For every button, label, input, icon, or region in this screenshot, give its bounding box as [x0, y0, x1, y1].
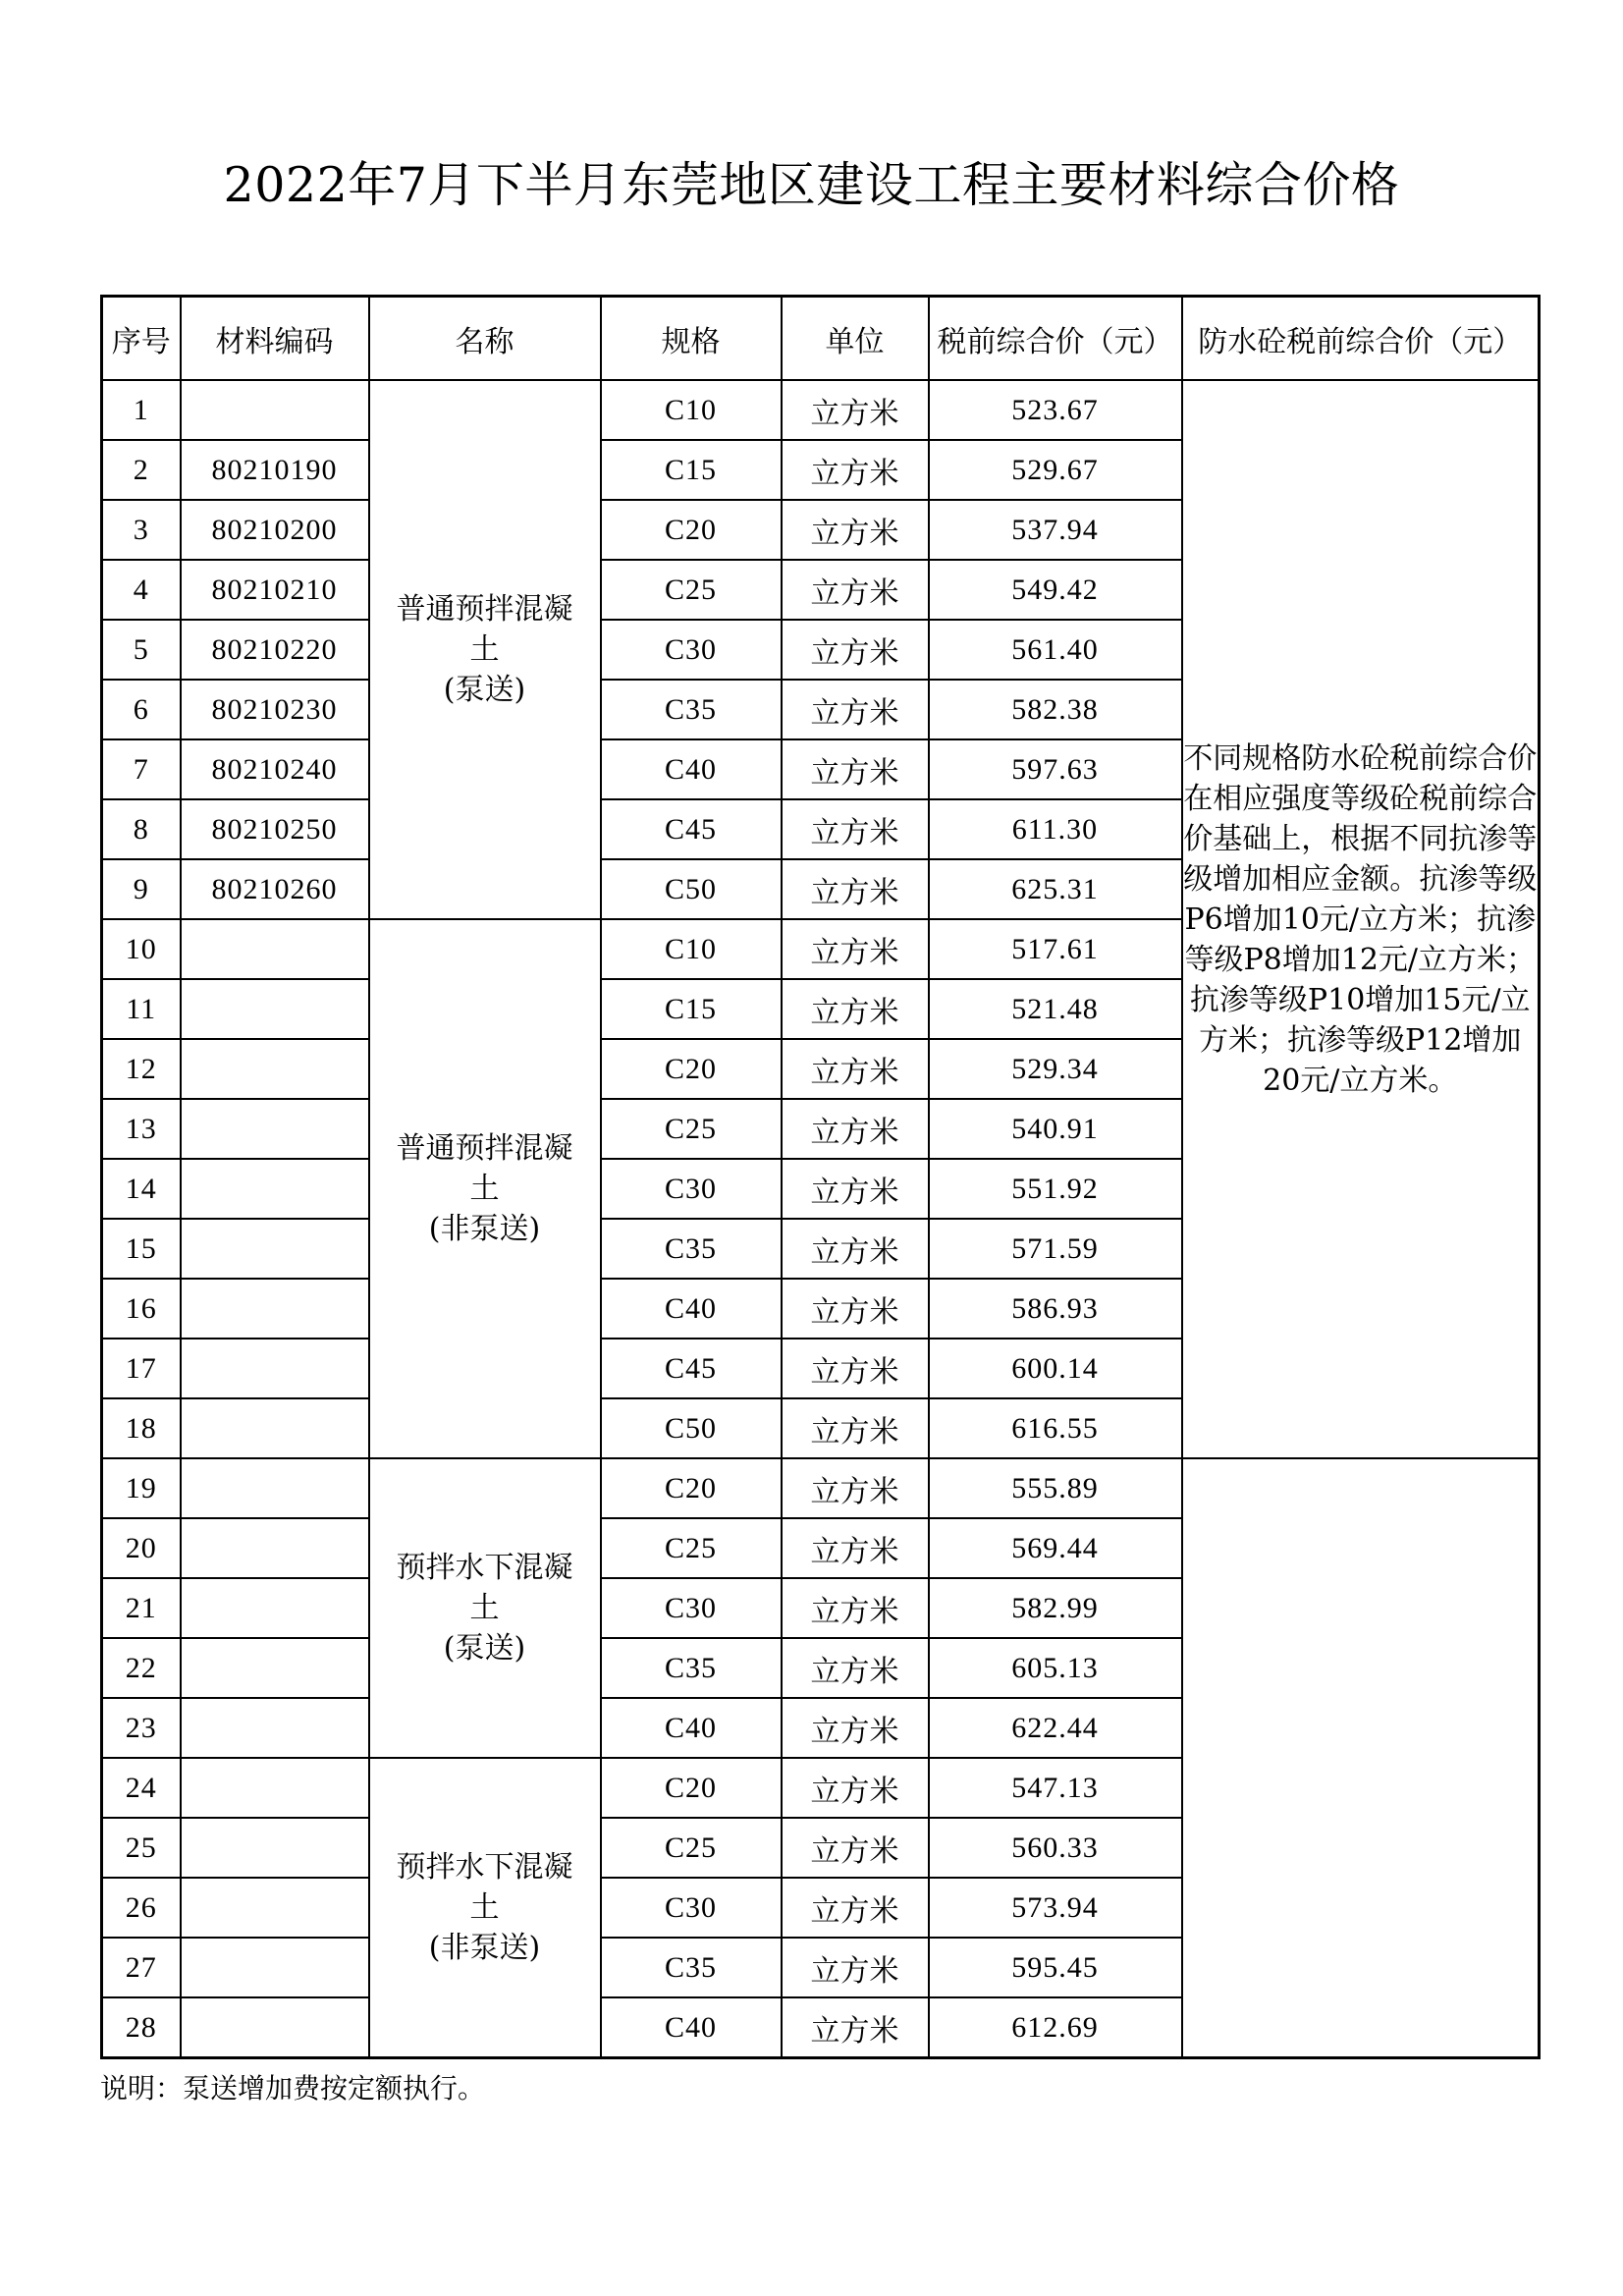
price: 600.14: [929, 1339, 1182, 1398]
spec: C30: [601, 620, 782, 680]
material-code: [181, 1458, 369, 1518]
spec: C40: [601, 1997, 782, 2058]
row-number: 1: [102, 380, 181, 440]
material-code: 80210190: [181, 440, 369, 500]
row-number: 21: [102, 1578, 181, 1638]
spec: C40: [601, 739, 782, 799]
spec: C20: [601, 1039, 782, 1099]
material-code: [181, 1159, 369, 1219]
unit: 立方米: [782, 799, 929, 859]
price: 521.48: [929, 979, 1182, 1039]
material-code: 80210240: [181, 739, 369, 799]
unit: 立方米: [782, 560, 929, 620]
unit: 立方米: [782, 680, 929, 739]
unit: 立方米: [782, 1219, 929, 1279]
material-code: [181, 1698, 369, 1758]
price: 561.40: [929, 620, 1182, 680]
unit: 立方米: [782, 1878, 929, 1938]
material-code: [181, 380, 369, 440]
price: 622.44: [929, 1698, 1182, 1758]
header-unit: 单位: [782, 297, 929, 381]
spec: C45: [601, 1339, 782, 1398]
material-code: [181, 1638, 369, 1698]
price-table: [100, 295, 1541, 2059]
row-number: 12: [102, 1039, 181, 1099]
row-number: 6: [102, 680, 181, 739]
unit: 立方米: [782, 620, 929, 680]
page-title: 2022年7月下半月东莞地区建设工程主要材料综合价格: [223, 157, 1400, 213]
price: 612.69: [929, 1997, 1182, 2058]
material-code: 80210230: [181, 680, 369, 739]
material-name: [369, 1458, 601, 1758]
unit: 立方米: [782, 1758, 929, 1818]
row-number: 28: [102, 1997, 181, 2058]
spec: C35: [601, 1938, 782, 1997]
unit: 立方米: [782, 1698, 929, 1758]
spec: C30: [601, 1159, 782, 1219]
material-code: 80210200: [181, 500, 369, 560]
price: 569.44: [929, 1518, 1182, 1578]
price: 517.61: [929, 919, 1182, 979]
table-body: [102, 380, 1540, 2058]
unit: 立方米: [782, 1997, 929, 2058]
row-number: 17: [102, 1339, 181, 1398]
row-number: 10: [102, 919, 181, 979]
material-code: 80210260: [181, 859, 369, 919]
material-name: [369, 380, 601, 919]
spec: C25: [601, 560, 782, 620]
material-code: [181, 979, 369, 1039]
header-no: 序号: [102, 297, 181, 381]
material-code: [181, 1039, 369, 1099]
spec: C35: [601, 1638, 782, 1698]
material-name-line: (非泵送): [428, 1212, 541, 1246]
spec: C20: [601, 1758, 782, 1818]
unit: 立方米: [782, 440, 929, 500]
spec: C15: [601, 440, 782, 500]
material-name-line: 土: [469, 632, 500, 667]
price: 595.45: [929, 1938, 1182, 1997]
material-code: [181, 1398, 369, 1458]
price: 586.93: [929, 1279, 1182, 1339]
row-number: 25: [102, 1818, 181, 1878]
price: 611.30: [929, 799, 1182, 859]
unit: 立方米: [782, 380, 929, 440]
material-name-line: 普通预拌混凝: [396, 1131, 573, 1166]
price: 537.94: [929, 500, 1182, 560]
material-name: [369, 1758, 601, 2058]
material-code: [181, 1997, 369, 2058]
price: 597.63: [929, 739, 1182, 799]
spec: C25: [601, 1518, 782, 1578]
material-code: [181, 1219, 369, 1279]
spec: C35: [601, 1219, 782, 1279]
price: 523.67: [929, 380, 1182, 440]
spec: C15: [601, 979, 782, 1039]
price: 529.67: [929, 440, 1182, 500]
material-name-line: 预拌水下混凝: [396, 1850, 573, 1885]
spec: C30: [601, 1578, 782, 1638]
header-code: 材料编码: [181, 297, 369, 381]
row-number: 24: [102, 1758, 181, 1818]
material-name-line: (非泵送): [428, 1931, 541, 1965]
price: 549.42: [929, 560, 1182, 620]
row-number: 27: [102, 1938, 181, 1997]
price: 540.91: [929, 1099, 1182, 1159]
price: 547.13: [929, 1758, 1182, 1818]
price: 551.92: [929, 1159, 1182, 1219]
material-name-line: 普通预拌混凝: [396, 592, 573, 627]
spec: C20: [601, 500, 782, 560]
footnote: 说明：泵送增加费按定额执行。: [100, 2072, 486, 2105]
header-waterproof-price: 防水砼税前综合价（元）: [1182, 297, 1540, 381]
header-spec: 规格: [601, 297, 782, 381]
header-price: 税前综合价（元）: [929, 297, 1182, 381]
price: 582.99: [929, 1578, 1182, 1638]
unit: 立方米: [782, 919, 929, 979]
material-code: [181, 1279, 369, 1339]
price: 582.38: [929, 680, 1182, 739]
price: 560.33: [929, 1818, 1182, 1878]
material-name-line: (泵送): [443, 1631, 526, 1666]
spec: C25: [601, 1099, 782, 1159]
spec: C45: [601, 799, 782, 859]
row-number: 9: [102, 859, 181, 919]
unit: 立方米: [782, 1398, 929, 1458]
price: 625.31: [929, 859, 1182, 919]
row-number: 13: [102, 1099, 181, 1159]
row-number: 23: [102, 1698, 181, 1758]
material-name-line: 土: [469, 1172, 500, 1206]
waterproof-note: [1182, 1458, 1540, 2058]
unit: 立方米: [782, 1638, 929, 1698]
spec: C50: [601, 1398, 782, 1458]
spec: C10: [601, 919, 782, 979]
header-name: 名称: [369, 297, 601, 381]
material-name-line: 土: [469, 1890, 500, 1925]
price: 571.59: [929, 1219, 1182, 1279]
unit: 立方米: [782, 1518, 929, 1578]
spec: C30: [601, 1878, 782, 1938]
row-number: 8: [102, 799, 181, 859]
waterproof-note: 不同规格防水砼税前综合价在相应强度等级砼税前综合价基础上，根据不同抗渗等级增加相应金额。抗渗等级P6增加10元/立方米；抗渗等级P8增加12元/立方米；抗渗等级P10增加15元/立方米；抗渗等级P12增加20元/立方米。: [1182, 380, 1540, 1458]
row-number: 26: [102, 1878, 181, 1938]
unit: 立方米: [782, 1039, 929, 1099]
material-code: 80210210: [181, 560, 369, 620]
material-code: [181, 1758, 369, 1818]
spec: C25: [601, 1818, 782, 1878]
material-code: [181, 1099, 369, 1159]
table-row: [102, 380, 1540, 440]
row-number: 15: [102, 1219, 181, 1279]
price: 605.13: [929, 1638, 1182, 1698]
unit: 立方米: [782, 979, 929, 1039]
material-code: [181, 1818, 369, 1878]
table-header-row: [102, 297, 1540, 381]
price: 573.94: [929, 1878, 1182, 1938]
table-row: [102, 1458, 1540, 1518]
spec: C10: [601, 380, 782, 440]
spec: C40: [601, 1279, 782, 1339]
row-number: 18: [102, 1398, 181, 1458]
row-number: 7: [102, 739, 181, 799]
row-number: 20: [102, 1518, 181, 1578]
material-code: 80210250: [181, 799, 369, 859]
price: 529.34: [929, 1039, 1182, 1099]
row-number: 3: [102, 500, 181, 560]
unit: 立方米: [782, 1938, 929, 1997]
unit: 立方米: [782, 1458, 929, 1518]
row-number: 16: [102, 1279, 181, 1339]
material-name-line: 土: [469, 1591, 500, 1625]
unit: 立方米: [782, 1099, 929, 1159]
unit: 立方米: [782, 1818, 929, 1878]
material-code: [181, 919, 369, 979]
material-code: [181, 1339, 369, 1398]
row-number: 2: [102, 440, 181, 500]
material-code: [181, 1518, 369, 1578]
row-number: 4: [102, 560, 181, 620]
row-number: 11: [102, 979, 181, 1039]
material-code: 80210220: [181, 620, 369, 680]
unit: 立方米: [782, 859, 929, 919]
spec: C20: [601, 1458, 782, 1518]
spec: C35: [601, 680, 782, 739]
unit: 立方米: [782, 1159, 929, 1219]
price: 555.89: [929, 1458, 1182, 1518]
material-code: [181, 1578, 369, 1638]
material-name-line: 预拌水下混凝: [396, 1551, 573, 1585]
row-number: 22: [102, 1638, 181, 1698]
price: 616.55: [929, 1398, 1182, 1458]
row-number: 5: [102, 620, 181, 680]
material-code: [181, 1878, 369, 1938]
material-name-line: (泵送): [443, 673, 526, 707]
material-name: [369, 919, 601, 1458]
row-number: 14: [102, 1159, 181, 1219]
unit: 立方米: [782, 1578, 929, 1638]
unit: 立方米: [782, 739, 929, 799]
spec: C40: [601, 1698, 782, 1758]
unit: 立方米: [782, 500, 929, 560]
row-number: 19: [102, 1458, 181, 1518]
material-code: [181, 1938, 369, 1997]
spec: C50: [601, 859, 782, 919]
unit: 立方米: [782, 1339, 929, 1398]
unit: 立方米: [782, 1279, 929, 1339]
